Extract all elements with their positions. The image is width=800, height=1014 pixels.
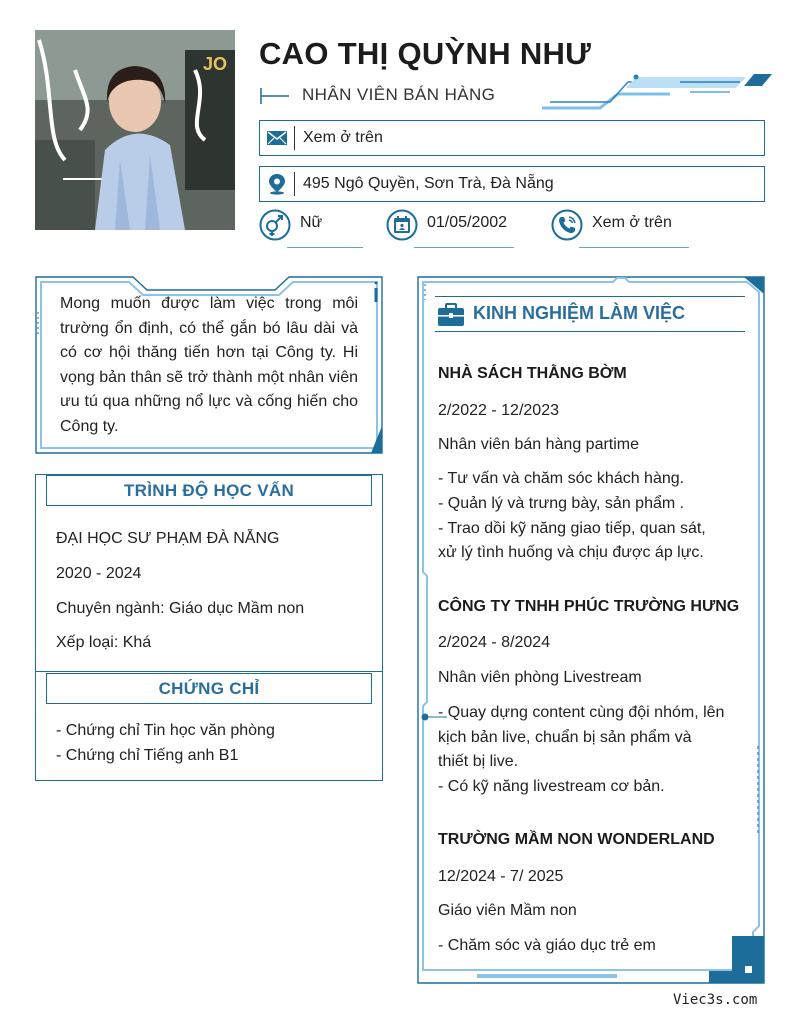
job-detail: - Quay dựng content cùng đội nhóm, lên	[438, 704, 725, 721]
school-major: Chuyên ngành: Giáo dục Mầm non	[56, 600, 305, 617]
experience-heading-bar	[435, 296, 745, 332]
job-detail: - Trao dồi kỹ năng giao tiếp, quan sát,	[438, 520, 706, 537]
job-detail: - Tư vấn và chăm sóc khách hàng.	[438, 470, 685, 487]
job-detail: - Quản lý và trưng bày, sản phẩm .	[438, 495, 685, 512]
gender-value: Nữ	[300, 214, 323, 231]
job-company: NHÀ SÁCH THẰNG BỜM	[438, 365, 627, 382]
school-name: ĐẠI HỌC SƯ PHẠM ĐÀ NẴNG	[56, 530, 280, 547]
birthday-chip	[386, 209, 526, 251]
experience-heading: KINH NGHIỆM LÀM VIỆC	[473, 303, 686, 323]
calendar-icon	[386, 209, 418, 241]
address-box	[259, 166, 765, 202]
job-detail: - Có kỹ năng livestream cơ bản.	[438, 778, 665, 795]
location-pin-icon	[260, 167, 294, 201]
job-position: Nhân viên bán hàng partime	[438, 436, 640, 453]
profile-photo	[35, 30, 235, 230]
separator	[294, 126, 295, 150]
birthday-value: 01/05/2002	[427, 214, 508, 231]
candidate-name: CAO THỊ QUỲNH NHƯ	[259, 36, 592, 71]
job-period: 2/2024 - 8/2024	[438, 634, 551, 651]
school-years: 2020 - 2024	[56, 565, 142, 582]
title-accent-line	[259, 86, 289, 106]
chip-underline	[414, 247, 514, 248]
objective-text: Mong muốn được làm việc trong môi trường ổn định, có thể gắn bó lâu dài và có cơ hội thăng tiến hơn tại Công ty. Hi vọng bản thân sẽ trở thành một nhân viên ưu tú qua những nổ lực và cống hiến cho Công ty.	[60, 295, 358, 435]
circuit-decoration	[540, 72, 772, 116]
phone-chip	[551, 209, 691, 251]
watermark: Viec3s.com	[673, 992, 758, 1008]
job-position: Nhân viên phòng Livestream	[438, 669, 642, 686]
education-heading: TRÌNH ĐỘ HỌC VẤN	[46, 475, 372, 506]
gender-chip	[259, 209, 369, 251]
job-detail: xử lý tình huống và chịu được áp lực.	[438, 544, 704, 561]
job-title: NHÂN VIÊN BÁN HÀNG	[302, 85, 496, 104]
email-box	[259, 120, 765, 156]
job-company: TRƯỜNG MẦM NON WONDERLAND	[438, 831, 715, 848]
job-period: 2/2022 - 12/2023	[438, 402, 559, 419]
education-section	[35, 474, 383, 672]
phone-icon	[551, 209, 583, 241]
experience-section	[417, 276, 765, 984]
chip-underline	[287, 247, 363, 248]
school-grade: Xếp loại: Khá	[56, 634, 152, 651]
email-value: Xem ở trên	[303, 129, 383, 146]
objective-section	[35, 276, 383, 454]
gender-icon	[259, 209, 291, 241]
job-company: CÔNG TY TNHH PHÚC TRƯỜNG HƯNG	[438, 598, 740, 615]
job-detail: - Chăm sóc và giáo dục trẻ em	[438, 937, 656, 954]
address-value: 495 Ngô Quyền, Sơn Trà, Đà Nẵng	[303, 175, 554, 192]
svg-text:JO: JO	[203, 54, 228, 74]
job-position: Giáo viên Mầm non	[438, 902, 577, 919]
phone-value: Xem ở trên	[592, 214, 672, 231]
envelope-icon	[260, 121, 294, 155]
separator	[294, 172, 295, 196]
certificate-item: - Chứng chỉ Tin học văn phòng	[56, 722, 275, 739]
job-detail: thiết bị live.	[438, 753, 519, 770]
job-period: 12/2024 - 7/ 2025	[438, 868, 564, 885]
chip-underline	[579, 247, 689, 248]
certificates-heading: CHỨNG CHỈ	[46, 673, 372, 704]
certificates-section	[35, 671, 383, 781]
job-detail: kịch bản live, chuẩn bị sản phẩm và	[438, 729, 692, 746]
briefcase-icon	[437, 303, 465, 327]
profile-photo-image	[35, 30, 235, 230]
certificate-item: - Chứng chỉ Tiếng anh B1	[56, 747, 239, 764]
